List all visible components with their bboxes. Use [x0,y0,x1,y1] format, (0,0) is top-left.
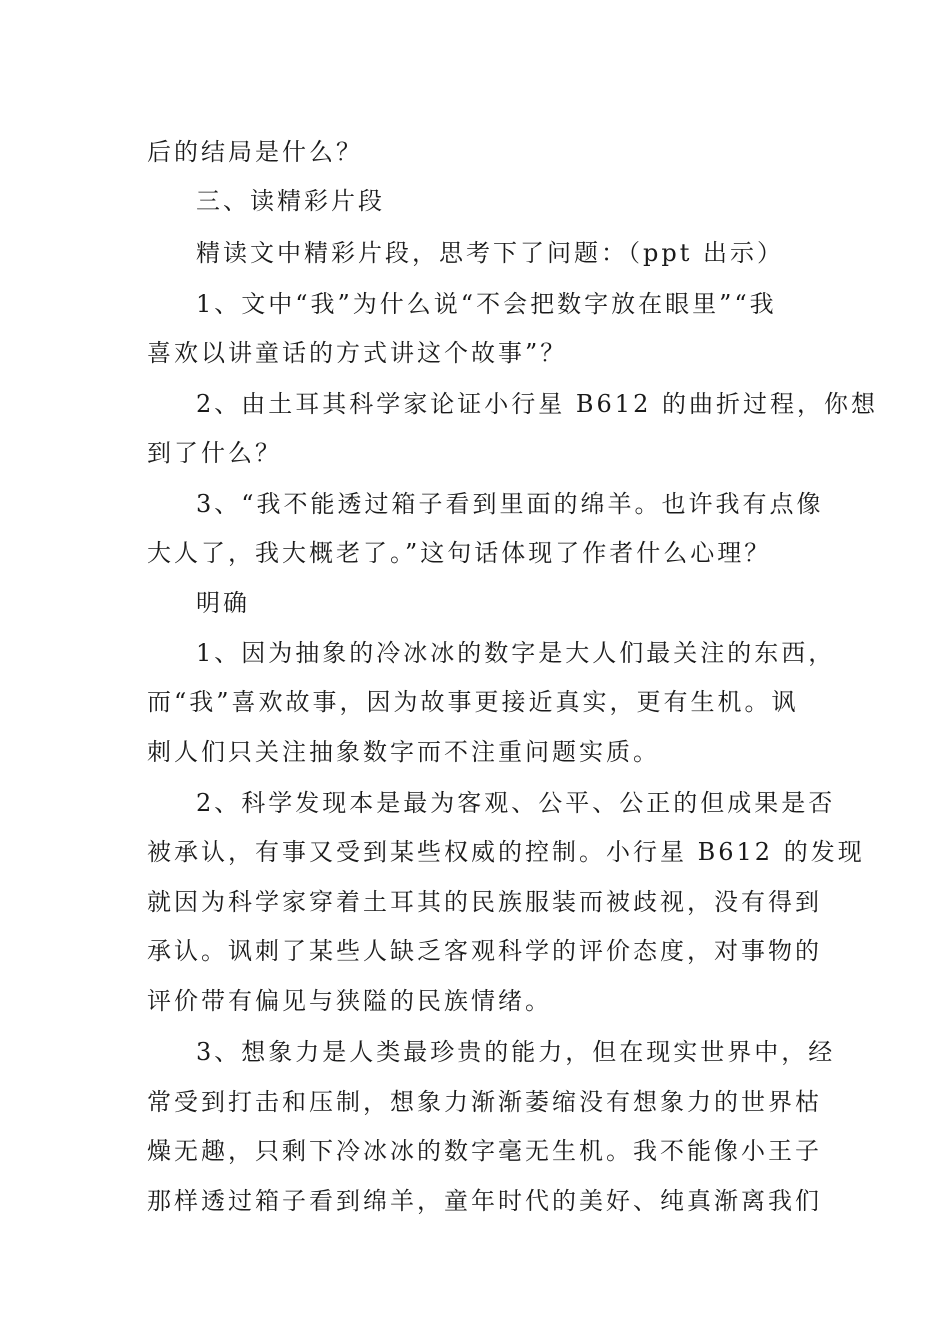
text-line: 3、想象力是人类最珍贵的能力，但在现实世界中，经 [196,1038,836,1066]
text-line: 后的结局是什么？ [147,138,363,166]
text-line: 喜欢以讲童话的方式讲这个故事”？ [147,339,568,367]
text-line: 那样透过箱子看到绵羊，童年时代的美好、纯真渐离我们 [147,1187,822,1215]
text-line: 1、因为抽象的冷冰冰的数字是大人们最关注的东西， [196,639,836,667]
text-line: 就因为科学家穿着土耳其的民族服装而被歧视，没有得到 [147,888,822,916]
text-line: 燥无趣，只剩下冷冰冰的数字毫无生机。我不能像小王子 [147,1137,822,1165]
text-line: 被承认，有事又受到某些权威的控制。小行星 B612 的发现 [147,838,865,866]
text-line: 刺人们只关注抽象数字而不注重问题实质。 [147,738,660,766]
text-line: 而“我”喜欢故事，因为故事更接近真实，更有生机。讽 [147,688,799,716]
text-line: 2、科学发现本是最为客观、公平、公正的但成果是否 [196,789,836,817]
text-line: 常受到打击和压制，想象力渐渐萎缩没有想象力的世界枯 [147,1088,822,1116]
text-line: 评价带有偏见与狭隘的民族情绪。 [147,987,552,1015]
text-line: 2、由土耳其科学家论证小行星 B612 的曲折过程，你想 [196,390,878,418]
section-heading: 明确 [196,589,250,617]
text-line: 精读文中精彩片段，思考下了问题：（ppt 出示） [196,239,784,267]
text-line: 1、文中“我”为什么说“不会把数字放在眼里”“我 [196,290,777,318]
text-line: 大人了，我大概老了。”这句话体现了作者什么心理？ [147,539,772,567]
text-line: 承认。讽刺了某些人缺乏客观科学的评价态度，对事物的 [147,937,822,965]
text-line: 到了什么？ [147,439,282,467]
section-heading: 三、读精彩片段 [196,187,385,215]
text-line: 3、“我不能透过箱子看到里面的绵羊。也许我有点像 [196,490,824,518]
